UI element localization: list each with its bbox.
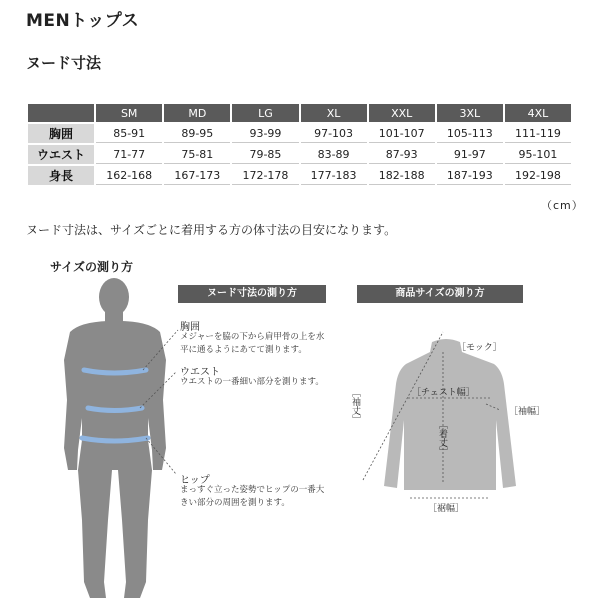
column-header: 3XL (437, 104, 503, 122)
human-figure-icon (64, 278, 166, 598)
column-header: 4XL (505, 104, 571, 122)
table-cell: 187-193 (437, 166, 503, 185)
row-label: ウエスト (28, 145, 94, 164)
table-cell: 85-91 (96, 124, 162, 143)
table-cell: 97-103 (301, 124, 367, 143)
table-cell: 87-93 (369, 145, 435, 164)
column-header: XXL (369, 104, 435, 122)
row-label: 身長 (28, 166, 94, 185)
measure-heading: サイズの測り方 (50, 260, 134, 274)
table-cell: 83-89 (301, 145, 367, 164)
table-cell: 95-101 (505, 145, 571, 164)
chest-description: メジャーを脇の下から肩甲骨の上を水平に通るようにあてて測ります。 (180, 332, 325, 355)
table-cell: 111-119 (505, 124, 571, 143)
sleeve-width-label: ［袖幅］ (509, 407, 546, 417)
unit-label: （cm） (541, 199, 584, 212)
size-note: ヌード寸法は、サイズごとに着用する方の体寸法の目安になります。 (26, 223, 397, 237)
chest-width-label: ［チェスト幅］ (412, 388, 475, 398)
hip-label: ヒップ (180, 475, 210, 486)
product-measure-banner: 商品サイズの測り方 (357, 285, 523, 303)
mock-label: ［モック］ (457, 343, 502, 353)
hem-width-label: ［裾幅］ (428, 504, 465, 514)
column-header: LG (232, 104, 298, 122)
table-cell: 167-173 (164, 166, 230, 185)
table-cell: 79-85 (232, 145, 298, 164)
table-cell: 172-178 (232, 166, 298, 185)
table-cell: 93-99 (232, 124, 298, 143)
hip-description: まっすぐ立った姿勢でヒップの一番大きい部分の周囲を測ります。 (180, 485, 325, 508)
column-header: XL (301, 104, 367, 122)
body-length-label: ［着丈］ (437, 420, 447, 456)
table-cell: 182-188 (369, 166, 435, 185)
shirt-icon (384, 339, 516, 490)
table-cell: 192-198 (505, 166, 571, 185)
table-cell: 101-107 (369, 124, 435, 143)
chest-label: 胸囲 (180, 322, 200, 333)
column-header: SM (96, 104, 162, 122)
table-cell: 71-77 (96, 145, 162, 164)
nude-size-heading: ヌード寸法 (26, 54, 102, 72)
nude-measure-banner: ヌード寸法の測り方 (178, 285, 326, 303)
table-cell: 177-183 (301, 166, 367, 185)
table-cell: 162-168 (96, 166, 162, 185)
column-header: MD (164, 104, 230, 122)
row-label: 胸囲 (28, 124, 94, 143)
page-title: MENトップス (26, 11, 140, 31)
sleeve-length-label: ［袖丈］ (350, 388, 360, 424)
table-cell: 89-95 (164, 124, 230, 143)
table-cell: 75-81 (164, 145, 230, 164)
waist-label: ウエスト (180, 367, 220, 378)
table-cell: 105-113 (437, 124, 503, 143)
table-cell: 91-97 (437, 145, 503, 164)
waist-description: ウエストの一番細い部分を測ります。 (180, 377, 324, 387)
